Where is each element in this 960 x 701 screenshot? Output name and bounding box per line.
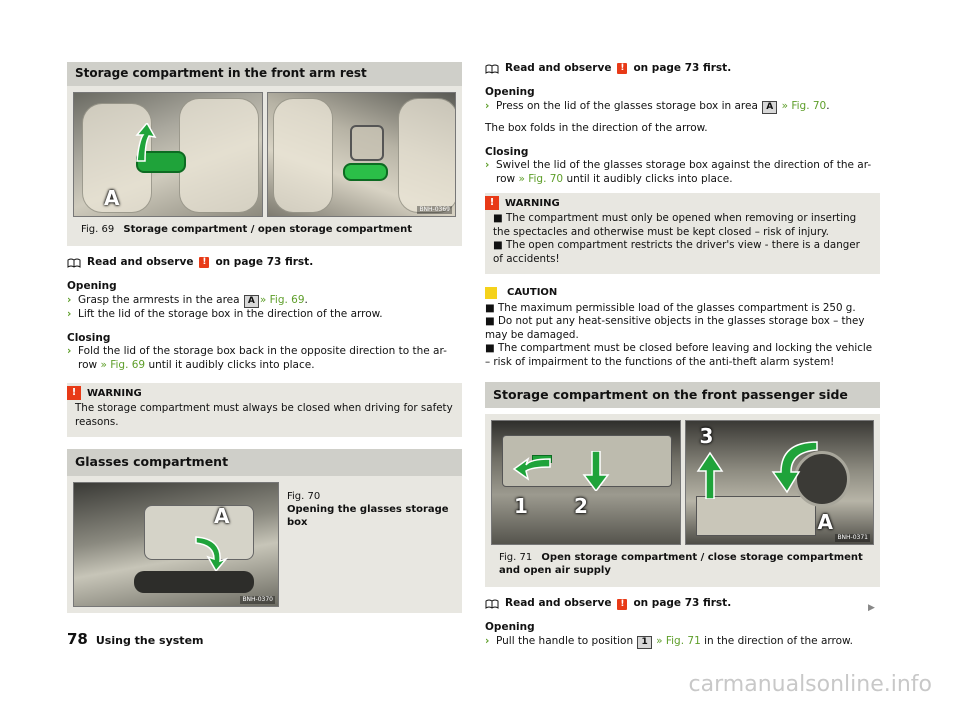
caution-text: ■ The maximum permissible load of the glasses compartment is 250 g. ■ Do not put any heat-sensitive objects in the glasses storage box – they may be damaged. ■ The compartment must be closed before leaving and locking the vehicle – risk of impairment to the functions of the anti-theft alarm system! <box>485 301 873 368</box>
label-2: 2 <box>574 494 588 519</box>
figure-caption: Fig. 71 Open storage compartment / close storage compartment and open air supply <box>499 552 863 577</box>
step-item: › Fold the lid of the storage box back in the opposite direction to the ar-row » Fig. 69 until it audibly clicks into place. <box>67 345 447 372</box>
step-item: › Swivel the lid of the glasses storage box against the direction of the ar-row » Fig. 70 until it audibly clicks into place. <box>485 159 872 186</box>
figure-code: BNH-0370 <box>242 595 273 603</box>
figure-71 <box>485 414 880 587</box>
caution-heading: CAUTION <box>485 286 880 299</box>
caution-icon <box>485 287 497 299</box>
warning-mark-icon: ! <box>617 63 627 74</box>
down-arrow-icon <box>582 451 610 491</box>
closing-heading: Closing <box>485 145 529 158</box>
warning-mark-icon: ! <box>617 599 627 610</box>
book-icon <box>67 258 81 268</box>
chevron-right-icon: › <box>67 307 72 320</box>
chevron-right-icon: › <box>485 159 490 172</box>
figure-code: BNH-0369 <box>419 205 450 213</box>
figure-link[interactable]: » Fig. 71 <box>656 635 701 648</box>
figure-link[interactable]: » Fig. 70 <box>518 173 564 186</box>
book-icon <box>485 64 499 74</box>
label-a: A <box>817 510 833 535</box>
opening-heading: Opening <box>67 279 117 292</box>
up-arrow-icon <box>129 123 159 163</box>
warning-icon: ! <box>485 196 499 210</box>
opening-heading: Opening <box>485 621 535 634</box>
opening-heading: Opening <box>485 85 535 98</box>
chevron-right-icon: › <box>485 635 490 648</box>
glovebox-close-image <box>685 420 875 545</box>
step-item: › Lift the lid of the storage box in the direction of the arrow. <box>67 307 383 320</box>
label-3: 3 <box>699 424 714 449</box>
label-1: 1 <box>514 494 528 519</box>
right-column <box>485 62 880 649</box>
section-title-glasses: Glasses compartment <box>67 449 462 476</box>
page-footer <box>67 630 204 650</box>
left-arrow-icon <box>512 451 552 481</box>
footer-section-title: Using the system <box>95 634 204 647</box>
read-observe-note: Read and observe ! on page 73 first. <box>485 597 880 611</box>
figure-69 <box>67 86 462 246</box>
warning-box: ! WARNING The storage compartment must always be closed when driving for safety reasons. <box>67 383 462 437</box>
left-column <box>67 62 462 613</box>
step-item: › Press on the lid of the glasses storage box in area A » Fig. 70. <box>485 99 830 112</box>
armrest-closed-image <box>73 92 263 217</box>
watermark: carmanualsonline.info <box>688 672 932 697</box>
book-icon <box>485 599 499 609</box>
figure-link[interactable]: » Fig. 70 <box>781 99 827 112</box>
figure-link[interactable]: » Fig. 69 <box>100 359 146 372</box>
section-title-armrest: Storage compartment in the front arm rest <box>67 62 462 86</box>
up-arrow-icon <box>696 451 724 499</box>
figure-70 <box>67 476 462 613</box>
paragraph: The box folds in the direction of the arrow. <box>485 121 708 134</box>
chevron-right-icon: › <box>67 293 72 306</box>
figure-code: BNH-0371 <box>837 534 868 542</box>
warning-mark-icon: ! <box>199 257 209 268</box>
read-observe-note: Read and observe ! on page 73 first. <box>485 62 880 76</box>
curved-arrow-icon <box>192 533 230 571</box>
closing-heading: Closing <box>67 331 111 344</box>
figure-caption: Fig. 70 Opening the glasses storage box <box>287 490 449 529</box>
chevron-right-icon: › <box>67 345 72 358</box>
page-number: 78 <box>67 630 88 648</box>
glasses-compartment-image <box>73 482 279 607</box>
rotate-arrow-icon <box>771 436 831 496</box>
label-a: A <box>214 503 230 528</box>
warning-icon: ! <box>67 386 81 400</box>
section-title-passenger: Storage compartment on the front passenger side <box>485 382 880 409</box>
continue-triangle-icon: ▶ <box>868 603 875 613</box>
step-item: › Grasp the armrests in the area A » Fig. 69. <box>67 293 308 306</box>
key-a: A <box>244 295 259 308</box>
label-a: A <box>104 185 120 210</box>
chevron-right-icon: › <box>485 99 490 112</box>
armrest-open-image <box>267 92 457 217</box>
read-observe-note: Read and observe ! on page 73 first. <box>67 256 462 270</box>
figure-link[interactable]: » Fig. 69 <box>259 293 305 306</box>
figure-caption: Fig. 69 Storage compartment / open storage compartment <box>81 223 412 235</box>
key-a: A <box>762 101 777 114</box>
step-item: › Pull the handle to position 1 » Fig. 71 in the direction of the arrow. <box>485 635 853 648</box>
warning-box: ! WARNING ■ The compartment must only be opened when removing or inserting the spectacles and otherwise must be kept closed – risk of injury. ■ The open compartment restricts the driver's view - there is a danger of accidents! <box>485 193 880 274</box>
key-1: 1 <box>637 636 651 649</box>
glovebox-open-image <box>491 420 681 545</box>
